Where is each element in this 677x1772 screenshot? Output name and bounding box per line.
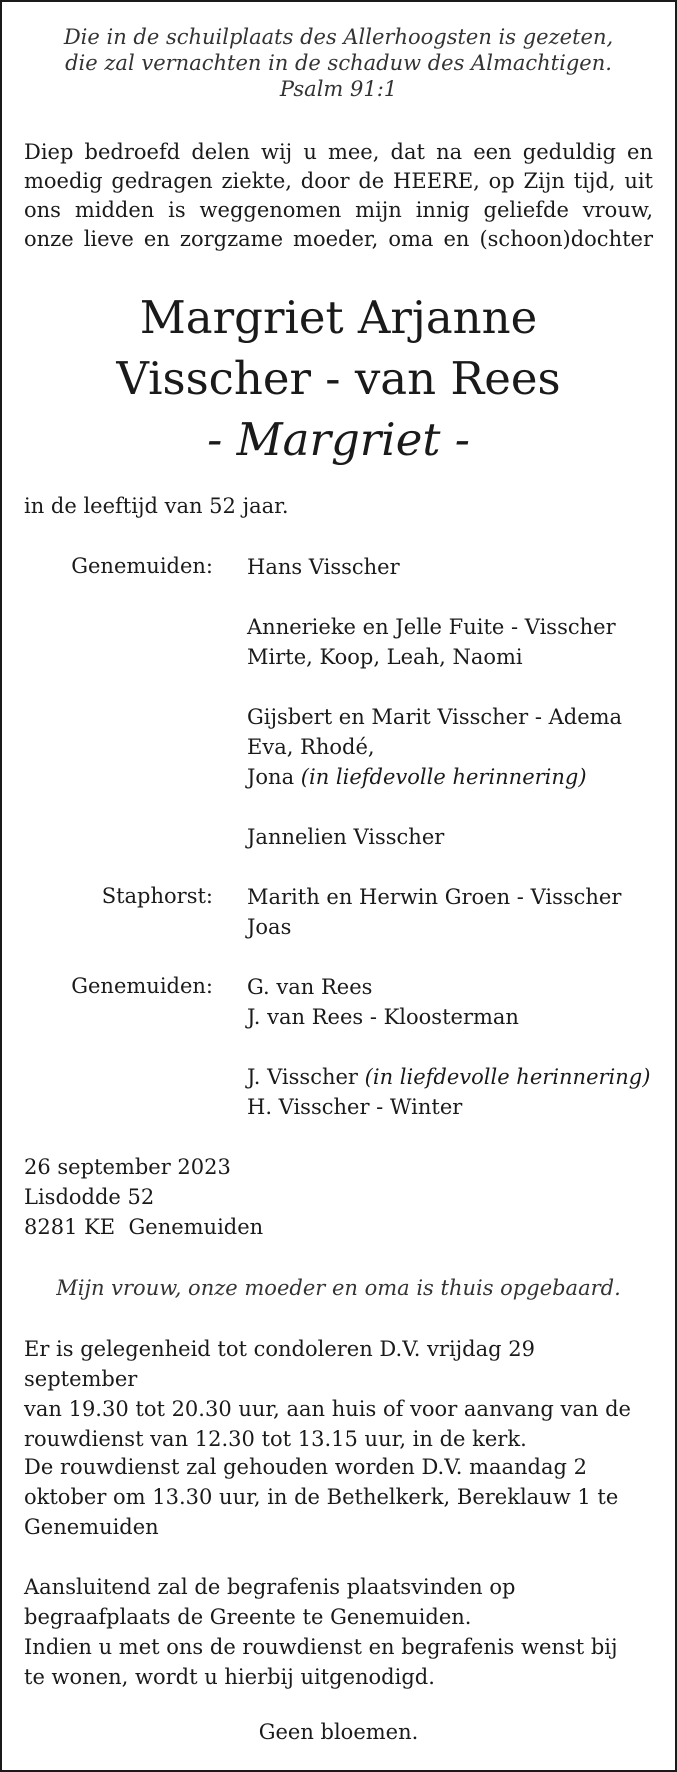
family-member-name: Jona bbox=[247, 765, 295, 789]
family-line: J. van Rees - Kloosterman bbox=[247, 1005, 519, 1029]
family-group-1 bbox=[247, 612, 616, 672]
paragraph-line: rouwdienst van 12.30 tot 13.15 uur, in de kerk. bbox=[24, 1427, 527, 1451]
family-group-4 bbox=[247, 882, 621, 942]
paragraph-line: van 19.30 tot 20.30 uur, aan huis of voor aanvang van de bbox=[24, 1397, 631, 1421]
paragraph-line: te wonen, wordt u hierbij uitgenodigd. bbox=[24, 1665, 435, 1689]
paragraph-line: De rouwdienst zal gehouden worden D.V. maandag 2 bbox=[24, 1455, 587, 1479]
husband-name: Hans Visscher bbox=[247, 555, 400, 579]
parents-group bbox=[247, 972, 519, 1032]
paragraph-line: oktober om 13.30 uur, in de Bethelkerk, Bereklauw 1 te bbox=[24, 1485, 619, 1509]
announcement-line: Diep bedroefd delen wij u mee, dat na een geduldig en bbox=[24, 140, 653, 164]
age-statement: in de leeftijd van 52 jaar. bbox=[24, 494, 289, 518]
family-line bbox=[247, 1062, 650, 1092]
family-line: Eva, Rhodé, bbox=[247, 735, 375, 759]
verse-reference: Psalm 91:1 bbox=[279, 77, 398, 101]
family-member-name: J. Visscher bbox=[247, 1065, 358, 1089]
paragraph-line: Genemuiden bbox=[24, 1515, 159, 1539]
family-group-2 bbox=[247, 702, 622, 792]
family-line: Marith en Herwin Groen - Visscher bbox=[247, 885, 622, 909]
burial-info bbox=[24, 1572, 653, 1692]
paragraph-line: Aansluitend zal de begrafenis plaatsvinden op bbox=[24, 1575, 516, 1599]
condolence-info bbox=[24, 1334, 653, 1454]
family-line: Annerieke en Jelle Fuite - Visscher bbox=[247, 615, 616, 639]
place-label-staphorst: Staphorst: bbox=[101, 884, 213, 908]
bible-verse bbox=[2, 24, 675, 102]
family-line: H. Visscher - Winter bbox=[247, 1095, 463, 1119]
laid-out-note: Mijn vrouw, onze moeder en oma is thuis opgebaard. bbox=[56, 1276, 621, 1300]
correspondence-address bbox=[24, 1152, 263, 1242]
family-group-3 bbox=[247, 822, 444, 852]
announcement-text bbox=[24, 138, 653, 254]
notice-date: 26 september 2023 bbox=[24, 1155, 231, 1179]
paragraph-line: Indien u met ons de rouwdienst en begrafenis wenst bij bbox=[24, 1635, 618, 1659]
verse-line: die zal vernachten in de schaduw des Almachtigen. bbox=[65, 51, 612, 75]
paragraph-line: Er is gelegenheid tot condoleren D.V. vrijdag 29 september bbox=[24, 1337, 535, 1391]
announcement-line: onze lieve en zorgzame moeder, oma en (schoon)dochter bbox=[24, 227, 653, 251]
announcement-line: ons midden is weggenomen mijn innig geliefde vrouw, bbox=[24, 198, 653, 222]
in-laws-group bbox=[247, 1062, 650, 1122]
deceased-call-name: - Margriet - bbox=[207, 413, 470, 466]
announcement-line: moedig gedragen ziekte, door de HEERE, op Zijn tijd, uit bbox=[24, 169, 653, 193]
deceased-first-names: Margriet Arjanne bbox=[139, 291, 538, 344]
remembrance-note: (in liefdevolle herinnering) bbox=[300, 765, 587, 789]
family-line: Joas bbox=[247, 915, 292, 939]
postal-city: 8281 KE Genemuiden bbox=[24, 1215, 264, 1239]
service-info bbox=[24, 1452, 653, 1542]
place-label-genemuiden-2: Genemuiden: bbox=[71, 974, 213, 998]
family-line: Gijsbert en Marit Visscher - Adema bbox=[247, 705, 623, 729]
family-line: G. van Rees bbox=[247, 975, 373, 999]
family-line: Mirte, Koop, Leah, Naomi bbox=[247, 645, 523, 669]
family-line bbox=[247, 762, 622, 792]
family-line: Jannelien Visscher bbox=[247, 825, 445, 849]
place-label-genemuiden: Genemuiden: bbox=[71, 554, 213, 578]
remembrance-note: (in liefdevolle herinnering) bbox=[364, 1065, 651, 1089]
verse-line: Die in de schuilplaats des Allerhoogsten is gezeten, bbox=[63, 25, 614, 49]
deceased-surname: Visscher - van Rees bbox=[116, 352, 561, 405]
no-flowers-note: Geen bloemen. bbox=[258, 1720, 419, 1744]
street-address: Lisdodde 52 bbox=[24, 1185, 155, 1209]
paragraph-line: begraafplaats de Greente te Genemuiden. bbox=[24, 1605, 472, 1629]
